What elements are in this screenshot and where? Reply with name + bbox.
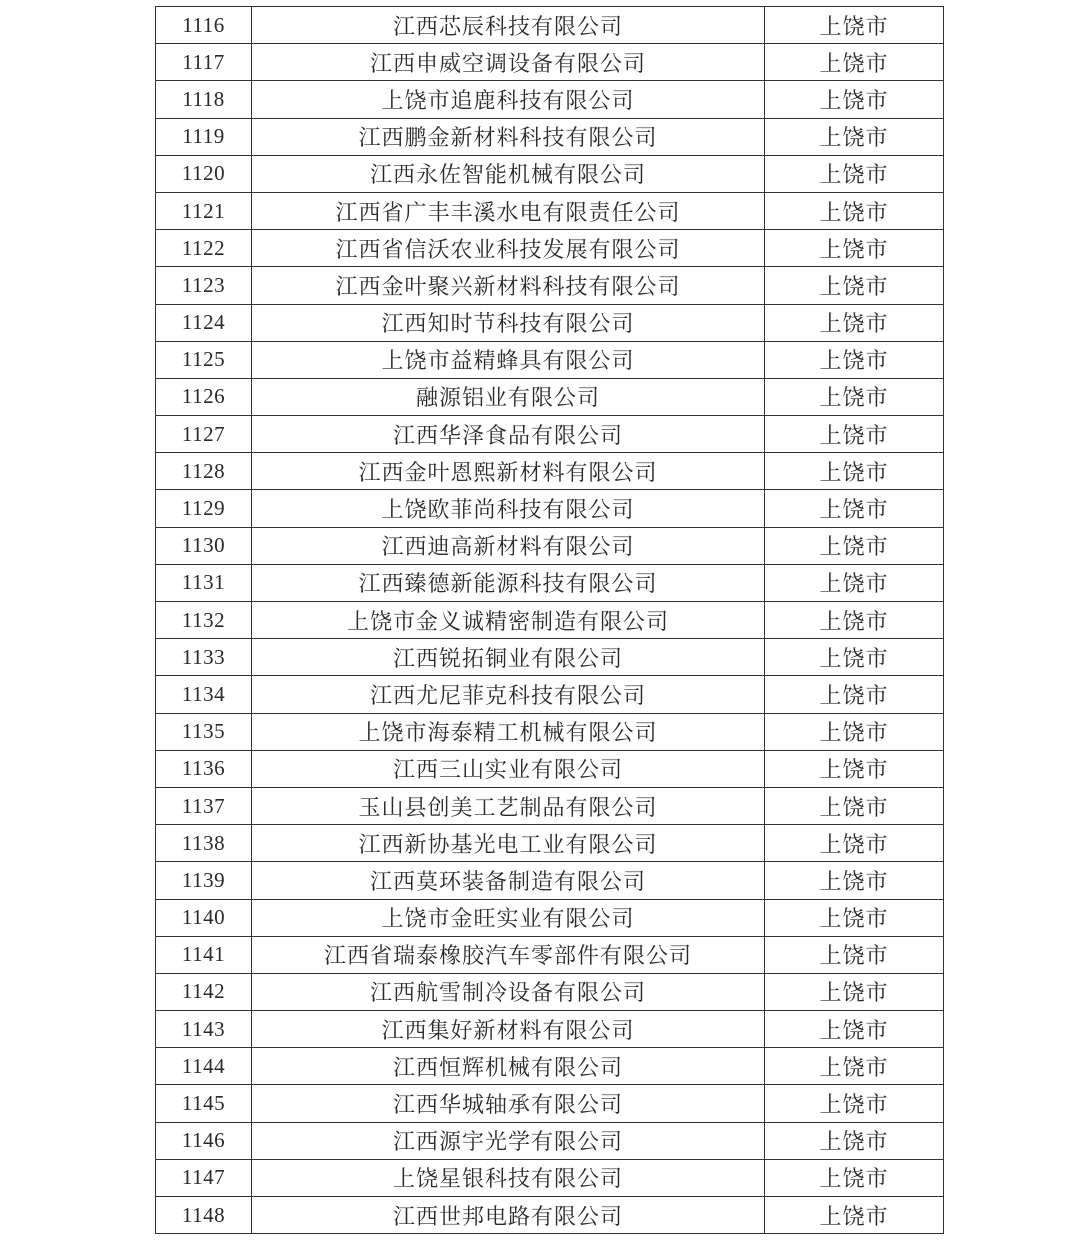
city-name: 上饶市 bbox=[765, 378, 944, 415]
company-name: 江西源宇光学有限公司 bbox=[252, 1122, 765, 1159]
city-name: 上饶市 bbox=[765, 564, 944, 601]
table-row bbox=[156, 936, 944, 973]
table-row bbox=[156, 378, 944, 415]
table-body bbox=[156, 7, 944, 1234]
row-number: 1137 bbox=[156, 787, 252, 824]
table-row bbox=[156, 787, 944, 824]
row-number: 1141 bbox=[156, 936, 252, 973]
table-row bbox=[156, 825, 944, 862]
city-name: 上饶市 bbox=[765, 44, 944, 81]
row-number: 1135 bbox=[156, 713, 252, 750]
table-row bbox=[156, 267, 944, 304]
company-name: 玉山县创美工艺制品有限公司 bbox=[252, 787, 765, 824]
company-name: 上饶市金旺实业有限公司 bbox=[252, 899, 765, 936]
row-number: 1147 bbox=[156, 1159, 252, 1196]
table-row bbox=[156, 639, 944, 676]
city-name: 上饶市 bbox=[765, 973, 944, 1010]
company-name: 江西华城轴承有限公司 bbox=[252, 1085, 765, 1122]
row-number: 1125 bbox=[156, 341, 252, 378]
company-name: 江西鹏金新材料科技有限公司 bbox=[252, 118, 765, 155]
row-number: 1120 bbox=[156, 155, 252, 192]
company-name: 江西莫环装备制造有限公司 bbox=[252, 862, 765, 899]
city-name: 上饶市 bbox=[765, 453, 944, 490]
city-name: 上饶市 bbox=[765, 416, 944, 453]
company-name: 江西永佐智能机械有限公司 bbox=[252, 155, 765, 192]
company-name: 江西省广丰丰溪水电有限责任公司 bbox=[252, 192, 765, 229]
company-name: 江西省信沃农业科技发展有限公司 bbox=[252, 230, 765, 267]
company-name: 上饶市益精蜂具有限公司 bbox=[252, 341, 765, 378]
row-number: 1124 bbox=[156, 304, 252, 341]
row-number: 1140 bbox=[156, 899, 252, 936]
table-row bbox=[156, 1159, 944, 1196]
city-name: 上饶市 bbox=[765, 155, 944, 192]
company-list-table bbox=[155, 6, 944, 1234]
company-name: 上饶市海泰精工机械有限公司 bbox=[252, 713, 765, 750]
city-name: 上饶市 bbox=[765, 527, 944, 564]
row-number: 1127 bbox=[156, 416, 252, 453]
table-row bbox=[156, 453, 944, 490]
row-number: 1129 bbox=[156, 490, 252, 527]
company-name: 江西新协基光电工业有限公司 bbox=[252, 825, 765, 862]
company-name: 上饶市金义诚精密制造有限公司 bbox=[252, 602, 765, 639]
table-row bbox=[156, 973, 944, 1010]
row-number: 1122 bbox=[156, 230, 252, 267]
table-row bbox=[156, 862, 944, 899]
table-row bbox=[156, 1011, 944, 1048]
row-number: 1145 bbox=[156, 1085, 252, 1122]
table-row bbox=[156, 1197, 944, 1234]
city-name: 上饶市 bbox=[765, 750, 944, 787]
company-name: 江西恒辉机械有限公司 bbox=[252, 1048, 765, 1085]
company-name: 江西航雪制冷设备有限公司 bbox=[252, 973, 765, 1010]
row-number: 1144 bbox=[156, 1048, 252, 1085]
row-number: 1130 bbox=[156, 527, 252, 564]
table-row bbox=[156, 750, 944, 787]
city-name: 上饶市 bbox=[765, 676, 944, 713]
row-number: 1142 bbox=[156, 973, 252, 1010]
row-number: 1148 bbox=[156, 1197, 252, 1234]
table-row bbox=[156, 527, 944, 564]
company-name: 江西华泽食品有限公司 bbox=[252, 416, 765, 453]
row-number: 1116 bbox=[156, 7, 252, 44]
city-name: 上饶市 bbox=[765, 862, 944, 899]
company-name: 江西臻德新能源科技有限公司 bbox=[252, 564, 765, 601]
company-name: 融源铝业有限公司 bbox=[252, 378, 765, 415]
table-row bbox=[156, 230, 944, 267]
city-name: 上饶市 bbox=[765, 602, 944, 639]
row-number: 1138 bbox=[156, 825, 252, 862]
city-name: 上饶市 bbox=[765, 81, 944, 118]
table-row bbox=[156, 118, 944, 155]
table-row bbox=[156, 416, 944, 453]
city-name: 上饶市 bbox=[765, 825, 944, 862]
city-name: 上饶市 bbox=[765, 7, 944, 44]
city-name: 上饶市 bbox=[765, 192, 944, 229]
city-name: 上饶市 bbox=[765, 639, 944, 676]
table-row bbox=[156, 1122, 944, 1159]
city-name: 上饶市 bbox=[765, 713, 944, 750]
city-name: 上饶市 bbox=[765, 787, 944, 824]
company-name: 江西尤尼菲克科技有限公司 bbox=[252, 676, 765, 713]
row-number: 1123 bbox=[156, 267, 252, 304]
city-name: 上饶市 bbox=[765, 1011, 944, 1048]
company-name: 上饶欧菲尚科技有限公司 bbox=[252, 490, 765, 527]
city-name: 上饶市 bbox=[765, 304, 944, 341]
company-name: 江西集好新材料有限公司 bbox=[252, 1011, 765, 1048]
company-name: 江西金叶聚兴新材料科技有限公司 bbox=[252, 267, 765, 304]
city-name: 上饶市 bbox=[765, 118, 944, 155]
company-name: 江西世邦电路有限公司 bbox=[252, 1197, 765, 1234]
city-name: 上饶市 bbox=[765, 936, 944, 973]
table-row bbox=[156, 192, 944, 229]
table-row bbox=[156, 1085, 944, 1122]
row-number: 1117 bbox=[156, 44, 252, 81]
table-row bbox=[156, 676, 944, 713]
table-row bbox=[156, 564, 944, 601]
company-name: 江西知时节科技有限公司 bbox=[252, 304, 765, 341]
table-row bbox=[156, 1048, 944, 1085]
city-name: 上饶市 bbox=[765, 1122, 944, 1159]
row-number: 1132 bbox=[156, 602, 252, 639]
row-number: 1128 bbox=[156, 453, 252, 490]
table-row bbox=[156, 81, 944, 118]
table-row bbox=[156, 44, 944, 81]
city-name: 上饶市 bbox=[765, 490, 944, 527]
city-name: 上饶市 bbox=[765, 1197, 944, 1234]
row-number: 1139 bbox=[156, 862, 252, 899]
city-name: 上饶市 bbox=[765, 230, 944, 267]
row-number: 1118 bbox=[156, 81, 252, 118]
table-row bbox=[156, 899, 944, 936]
company-name: 上饶市追鹿科技有限公司 bbox=[252, 81, 765, 118]
row-number: 1136 bbox=[156, 750, 252, 787]
table-row bbox=[156, 713, 944, 750]
table-row bbox=[156, 602, 944, 639]
city-name: 上饶市 bbox=[765, 267, 944, 304]
company-name: 江西锐拓铜业有限公司 bbox=[252, 639, 765, 676]
city-name: 上饶市 bbox=[765, 1085, 944, 1122]
row-number: 1134 bbox=[156, 676, 252, 713]
company-name: 江西芯辰科技有限公司 bbox=[252, 7, 765, 44]
row-number: 1146 bbox=[156, 1122, 252, 1159]
company-name: 江西省瑞泰橡胶汽车零部件有限公司 bbox=[252, 936, 765, 973]
table-row bbox=[156, 155, 944, 192]
row-number: 1119 bbox=[156, 118, 252, 155]
company-name: 江西金叶恩熙新材料有限公司 bbox=[252, 453, 765, 490]
table-row bbox=[156, 304, 944, 341]
row-number: 1131 bbox=[156, 564, 252, 601]
row-number: 1121 bbox=[156, 192, 252, 229]
row-number: 1143 bbox=[156, 1011, 252, 1048]
city-name: 上饶市 bbox=[765, 1159, 944, 1196]
table-row bbox=[156, 341, 944, 378]
row-number: 1126 bbox=[156, 378, 252, 415]
company-name: 江西迪高新材料有限公司 bbox=[252, 527, 765, 564]
city-name: 上饶市 bbox=[765, 1048, 944, 1085]
company-name: 江西三山实业有限公司 bbox=[252, 750, 765, 787]
company-name: 江西申威空调设备有限公司 bbox=[252, 44, 765, 81]
table-row bbox=[156, 7, 944, 44]
city-name: 上饶市 bbox=[765, 899, 944, 936]
company-name: 上饶星银科技有限公司 bbox=[252, 1159, 765, 1196]
table-row bbox=[156, 490, 944, 527]
city-name: 上饶市 bbox=[765, 341, 944, 378]
row-number: 1133 bbox=[156, 639, 252, 676]
